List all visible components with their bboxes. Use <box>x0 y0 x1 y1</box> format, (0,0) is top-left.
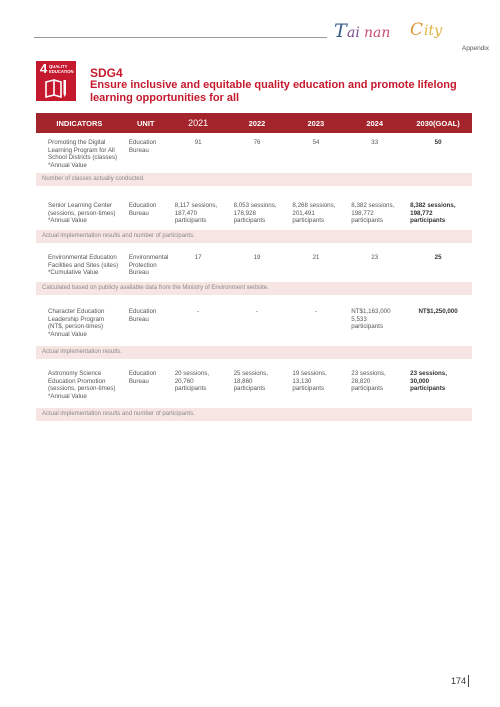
cell-line: (NT$, person-times) <box>48 323 104 331</box>
cell-line: Bureau <box>128 377 149 385</box>
value-2023-cell <box>286 370 345 408</box>
unit-cell <box>123 139 169 173</box>
cell-line: *Cumulative Value <box>48 269 99 277</box>
cell-line: 28,820 <box>351 377 371 385</box>
svg-text:ity: ity <box>424 23 443 39</box>
cell-line: 20 sessions, <box>174 370 210 377</box>
cell-line: 178,928 <box>233 209 256 217</box>
value-2023-cell <box>286 254 345 282</box>
cell-line: 13,130 <box>292 377 312 385</box>
cell-line: Education Promotion <box>48 377 106 385</box>
section-label: Appendix <box>461 45 489 52</box>
cell-line: - <box>255 308 259 315</box>
value-2023-cell <box>286 139 345 173</box>
table-row <box>36 249 472 282</box>
sdg-title: SDG4 <box>90 66 123 80</box>
cell-line: Character Education <box>48 308 105 315</box>
cell-line: School Districts (classes) <box>48 154 118 162</box>
cell-line: participants <box>410 385 446 393</box>
unit-cell <box>123 254 169 282</box>
row-note: Actual implementation results and number of participants. <box>36 230 472 243</box>
header-unit: UNIT <box>136 118 155 128</box>
goal-cell <box>404 254 472 282</box>
table-row <box>36 192 472 230</box>
svg-text:nan: nan <box>364 25 391 41</box>
value-2022-cell <box>228 254 287 282</box>
cell-line: NT$1,163,000 <box>351 308 391 315</box>
cell-line: Learning Program for All <box>48 146 115 154</box>
header-rule <box>34 37 327 38</box>
sdg-icon-label: QUALITY EDUCATION <box>49 64 74 74</box>
header-goal: 2030(GOAL) <box>416 118 460 128</box>
cell-line: 76 <box>253 139 261 146</box>
cell-line: 25 <box>434 254 442 261</box>
table-row <box>36 365 472 408</box>
cell-line: participants <box>410 217 446 225</box>
cell-line: 187,470 <box>174 209 198 217</box>
value-2021-cell <box>169 202 228 230</box>
cell-line: 5,533 <box>351 315 367 323</box>
indicator-table <box>36 113 472 427</box>
cell-line: 8,382 sessions, <box>351 202 395 209</box>
cell-line: - <box>197 308 200 315</box>
unit-cell <box>123 202 169 230</box>
indicator-cell <box>36 308 123 346</box>
cell-line: 30,000 <box>410 377 430 385</box>
value-2021-cell <box>169 370 228 408</box>
value-2024-cell <box>345 254 404 282</box>
sdg4-icon <box>36 61 76 101</box>
book-pencil-icon <box>44 78 68 98</box>
cell-line: 17 <box>194 254 202 261</box>
cell-line: 201,491 <box>292 209 315 217</box>
cell-line: 23 <box>371 254 379 261</box>
indicator-cell <box>36 254 123 282</box>
cell-line: 54 <box>312 139 320 146</box>
value-2024-cell <box>345 139 404 173</box>
unit-cell <box>123 308 169 346</box>
value-2022-cell <box>228 139 287 173</box>
value-2024-cell <box>345 370 404 408</box>
tainan-city-logo <box>332 15 462 45</box>
goal-cell <box>404 202 472 230</box>
cell-line: Bureau <box>128 209 149 217</box>
cell-line: 8,382 sessions, <box>410 202 456 209</box>
cell-line: Facilities and Sites (sites) <box>48 261 119 269</box>
cell-line: *Annual Value <box>48 217 87 225</box>
row-note: Actual implementation results and number of participants. <box>36 408 472 421</box>
svg-text:T: T <box>334 20 347 42</box>
cell-line: Education <box>128 202 157 209</box>
goal-cell <box>404 139 472 173</box>
table-row <box>36 133 472 173</box>
value-2023-cell <box>286 202 345 230</box>
value-2021-cell <box>169 139 228 173</box>
cell-line: Leadership Program <box>48 315 105 323</box>
cell-line: 19 <box>253 254 261 261</box>
cell-line: 21 <box>312 254 320 261</box>
cell-line: Bureau <box>128 269 149 277</box>
unit-cell <box>123 370 169 408</box>
cell-line: NT$1,250,000 <box>418 308 458 315</box>
cell-line: 33 <box>371 139 379 146</box>
value-2024-cell <box>345 308 404 346</box>
value-2021-cell <box>169 254 228 282</box>
cell-line: 50 <box>434 139 442 146</box>
cell-line: participants <box>292 217 325 225</box>
cell-line: 91 <box>194 139 202 146</box>
indicator-cell <box>36 370 123 408</box>
indicator-cell <box>36 202 123 230</box>
cell-line: participants <box>233 385 266 393</box>
value-2024-cell <box>345 202 404 230</box>
cell-line: 8,117 sessions, <box>174 202 218 209</box>
cell-line: participants <box>351 323 383 331</box>
cell-line: participants <box>174 217 207 225</box>
table-body <box>36 133 472 421</box>
sdg-icon-number: 4 <box>40 61 48 76</box>
cell-line: Astronomy Science <box>48 370 102 377</box>
cell-line: *Annual Value <box>48 330 87 338</box>
cell-line: Bureau <box>128 146 149 154</box>
row-note: Number of classes actually conducted. <box>36 173 472 186</box>
page-number-bar <box>468 675 469 687</box>
cell-line: participants <box>351 385 383 393</box>
header-2022: 2022 <box>248 118 266 128</box>
cell-line: Environmental <box>128 254 169 261</box>
cell-line: *Annual Value <box>48 392 87 400</box>
cell-line: 19 sessions, <box>292 370 327 377</box>
cell-line: Promoting the Digital <box>48 139 106 146</box>
cell-line: participants <box>292 385 325 393</box>
indicator-cell <box>36 139 123 173</box>
cell-line: *Annual Value <box>48 161 87 169</box>
cell-line: Education <box>128 370 157 377</box>
table-row <box>36 301 472 346</box>
value-2021-cell <box>169 308 228 346</box>
row-note: Calculated based on publicly available data from the Ministry of Environment website. <box>36 282 472 295</box>
cell-line: Education <box>128 139 157 146</box>
cell-line: participants <box>351 217 383 225</box>
header-2023: 2023 <box>307 118 325 128</box>
header-2024: 2024 <box>366 118 384 128</box>
cell-line: Education <box>128 308 157 315</box>
cell-line: participants <box>233 217 266 225</box>
cell-line: (sessions, person-times) <box>48 385 116 393</box>
cell-line: Protection <box>128 261 157 269</box>
cell-line: participants <box>174 385 207 393</box>
cell-line: 18,860 <box>233 377 253 385</box>
cell-line: (sessions, person-times) <box>48 209 116 217</box>
page-number: 174 <box>451 676 467 686</box>
cell-line: 8,268 sessions, <box>292 202 336 209</box>
goal-cell <box>404 370 472 408</box>
cell-line: Senior Learning Center <box>48 202 112 209</box>
cell-line: 25 sessions, <box>233 370 268 377</box>
header-indicators: INDICATORS <box>56 118 103 128</box>
cell-line: Bureau <box>128 315 149 323</box>
cell-line: Environmental Education <box>48 254 117 261</box>
value-2022-cell <box>228 202 287 230</box>
value-2022-cell <box>228 308 287 346</box>
cell-line: 23 sessions, <box>410 370 447 377</box>
sdg-subtitle: Ensure inclusive and equitable quality education and promote lifelong learning opportunities for all <box>90 79 457 104</box>
svg-text:C: C <box>410 20 424 40</box>
cell-line: 8,053 sessions, <box>233 202 277 209</box>
goal-cell <box>404 308 472 346</box>
cell-line: 198,772 <box>351 209 374 217</box>
table-header <box>36 113 472 133</box>
cell-line: 23 sessions, <box>351 370 386 377</box>
value-2022-cell <box>228 370 287 408</box>
value-2023-cell <box>286 308 345 346</box>
cell-line: 20,760 <box>174 377 194 385</box>
svg-text:ai: ai <box>347 25 360 41</box>
cell-line: - <box>314 308 317 315</box>
cell-line: 198,772 <box>410 209 433 217</box>
row-note: Actual implementation results. <box>36 346 472 359</box>
header-2021: 2021 <box>188 118 209 128</box>
